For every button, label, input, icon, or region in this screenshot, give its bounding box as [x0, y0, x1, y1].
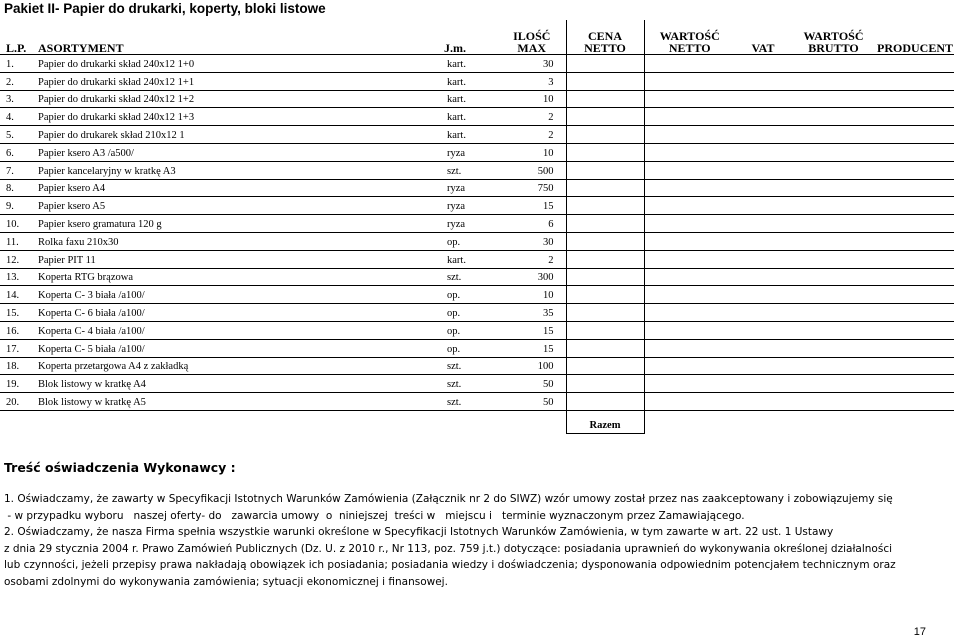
row-gross-value [791, 375, 876, 393]
table-row [0, 393, 954, 411]
table-row [0, 161, 954, 179]
row-name: Koperta C- 3 biała /a100/ [38, 286, 444, 304]
row-gross-value [791, 339, 876, 357]
row-net-value [644, 179, 735, 197]
row-qty: 30 [498, 232, 566, 250]
row-net-price [566, 143, 644, 161]
row-gross-value [791, 55, 876, 73]
header-unit: J.m. [444, 20, 498, 55]
row-net-value [644, 161, 735, 179]
row-unit: op. [444, 286, 498, 304]
row-net-price [566, 375, 644, 393]
total-row [0, 410, 954, 433]
table-row [0, 321, 954, 339]
row-lp: 4. [0, 108, 38, 126]
row-net-value [644, 321, 735, 339]
row-name: Papier do drukarki skład 240x12 1+2 [38, 90, 444, 108]
row-net-value [644, 304, 735, 322]
row-vat [735, 321, 791, 339]
row-producer [876, 339, 954, 357]
header-qty: ILOŚĆ MAX [498, 20, 566, 55]
row-vat [735, 357, 791, 375]
row-unit: szt. [444, 393, 498, 411]
row-lp: 3. [0, 90, 38, 108]
row-net-value [644, 197, 735, 215]
row-producer [876, 286, 954, 304]
row-unit: szt. [444, 357, 498, 375]
row-vat [735, 268, 791, 286]
table-row [0, 108, 954, 126]
row-lp: 8. [0, 179, 38, 197]
row-gross-value [791, 304, 876, 322]
header-vat: VAT [735, 20, 791, 55]
row-lp: 6. [0, 143, 38, 161]
row-net-price [566, 304, 644, 322]
row-name: Papier do drukarki skład 240x12 1+1 [38, 72, 444, 90]
row-unit: kart. [444, 72, 498, 90]
statement-heading: Treść oświadczenia Wykonawcy : [4, 460, 236, 475]
row-vat [735, 179, 791, 197]
row-producer [876, 108, 954, 126]
row-gross-value [791, 90, 876, 108]
table-row [0, 215, 954, 233]
row-name: Rolka faxu 210x30 [38, 232, 444, 250]
table-row [0, 197, 954, 215]
row-lp: 10. [0, 215, 38, 233]
row-unit: op. [444, 321, 498, 339]
row-producer [876, 72, 954, 90]
row-producer [876, 179, 954, 197]
row-net-price [566, 339, 644, 357]
row-gross-value [791, 143, 876, 161]
row-net-value [644, 286, 735, 304]
row-qty: 15 [498, 197, 566, 215]
row-vat [735, 143, 791, 161]
row-name: Koperta C- 4 biała /a100/ [38, 321, 444, 339]
row-net-value [644, 143, 735, 161]
row-vat [735, 72, 791, 90]
statement-line: 1. Oświadczamy, że zawarty w Specyfikacji Istotnych Warunków Zamówienia (Załącznik nr 2 do SIWZ) wzór umowy został przez nas zaakceptowany i zobowiązujemy się [4, 493, 893, 505]
row-name: Koperta przetargowa A4 z zakładką [38, 357, 444, 375]
row-net-value [644, 90, 735, 108]
row-unit: op. [444, 339, 498, 357]
row-unit: kart. [444, 90, 498, 108]
row-net-value [644, 339, 735, 357]
table-row [0, 126, 954, 144]
row-vat [735, 161, 791, 179]
row-net-price [566, 215, 644, 233]
row-net-value [644, 55, 735, 73]
row-vat [735, 304, 791, 322]
assortment-table [0, 20, 954, 434]
row-vat [735, 90, 791, 108]
row-producer [876, 161, 954, 179]
row-producer [876, 268, 954, 286]
row-name: Papier PIT 11 [38, 250, 444, 268]
header-net-value: WARTOŚĆ NETTO [644, 20, 735, 55]
row-name: Papier ksero A4 [38, 179, 444, 197]
table-header-row [0, 20, 954, 55]
row-gross-value [791, 232, 876, 250]
row-net-price [566, 161, 644, 179]
row-unit: kart. [444, 126, 498, 144]
row-producer [876, 215, 954, 233]
total-label: Razem [566, 410, 644, 433]
row-vat [735, 197, 791, 215]
row-lp: 20. [0, 393, 38, 411]
row-unit: szt. [444, 375, 498, 393]
table-row [0, 232, 954, 250]
row-qty: 30 [498, 55, 566, 73]
table-row [0, 304, 954, 322]
row-qty: 100 [498, 357, 566, 375]
row-lp: 14. [0, 286, 38, 304]
row-net-value [644, 268, 735, 286]
row-qty: 750 [498, 179, 566, 197]
row-net-value [644, 232, 735, 250]
row-qty: 6 [498, 215, 566, 233]
row-vat [735, 108, 791, 126]
header-producer: PRODUCENT [876, 20, 954, 55]
row-unit: ryza [444, 143, 498, 161]
row-net-value [644, 108, 735, 126]
row-net-value [644, 375, 735, 393]
row-net-price [566, 72, 644, 90]
row-unit: szt. [444, 268, 498, 286]
statement-line: lub czynności, jeżeli przepisy prawa nakładają obowiązek ich posiadania; posiadania wiedzy i doświadczenia; dysponowania odpowiednim potencjałem technicznym oraz [4, 559, 896, 571]
row-gross-value [791, 286, 876, 304]
row-vat [735, 339, 791, 357]
row-net-value [644, 357, 735, 375]
row-net-value [644, 250, 735, 268]
row-qty: 35 [498, 304, 566, 322]
row-lp: 2. [0, 72, 38, 90]
row-unit: ryza [444, 197, 498, 215]
row-producer [876, 393, 954, 411]
table-row [0, 90, 954, 108]
row-gross-value [791, 126, 876, 144]
table-row [0, 286, 954, 304]
row-producer [876, 250, 954, 268]
header-assortment: ASORTYMENT [38, 20, 444, 55]
row-net-price [566, 232, 644, 250]
row-gross-value [791, 357, 876, 375]
statement-line: osobami zdolnymi do wykonywania zamówienia; sytuacji ekonomicznej i finansowej. [4, 575, 448, 588]
row-qty: 50 [498, 375, 566, 393]
row-qty: 2 [498, 108, 566, 126]
row-producer [876, 126, 954, 144]
row-qty: 50 [498, 393, 566, 411]
table-row [0, 357, 954, 375]
row-net-price [566, 286, 644, 304]
table-row [0, 268, 954, 286]
row-net-value [644, 126, 735, 144]
row-name: Koperta C- 6 biała /a100/ [38, 304, 444, 322]
statement-line: - w przypadku wyboru naszej oferty- do zawarcia umowy o niniejszej treści w miejscu i terminie wyznaczonym przez Zamawiającego. [4, 509, 745, 522]
row-unit: op. [444, 304, 498, 322]
row-net-price [566, 250, 644, 268]
row-lp: 1. [0, 55, 38, 73]
statement-text [4, 491, 954, 590]
header-lp: L.P. [0, 20, 38, 55]
row-unit: ryza [444, 179, 498, 197]
row-qty: 10 [498, 286, 566, 304]
row-vat [735, 375, 791, 393]
row-lp: 11. [0, 232, 38, 250]
table-row [0, 250, 954, 268]
table-row [0, 339, 954, 357]
statement-line: z dnia 29 stycznia 2004 r. Prawo Zamówień Publicznych (Dz. U. z 2010 r., Nr 113, poz. 759 j.t.) dotyczące: posiadania uprawnień do wykonywania określonej działalności [4, 542, 893, 555]
row-net-price [566, 321, 644, 339]
row-unit: kart. [444, 108, 498, 126]
table-row [0, 375, 954, 393]
row-unit: kart. [444, 250, 498, 268]
row-gross-value [791, 321, 876, 339]
row-lp: 12. [0, 250, 38, 268]
row-net-price [566, 108, 644, 126]
row-qty: 10 [498, 143, 566, 161]
row-producer [876, 197, 954, 215]
header-gross-value: WARTOŚĆ BRUTTO [791, 20, 876, 55]
header-net-price: CENA NETTO [566, 20, 644, 55]
row-gross-value [791, 250, 876, 268]
row-qty: 300 [498, 268, 566, 286]
row-qty: 3 [498, 72, 566, 90]
row-vat [735, 215, 791, 233]
row-unit: szt. [444, 161, 498, 179]
row-net-price [566, 268, 644, 286]
row-net-price [566, 357, 644, 375]
row-net-price [566, 393, 644, 411]
row-name: Papier do drukarki skład 240x12 1+0 [38, 55, 444, 73]
row-net-price [566, 126, 644, 144]
row-vat [735, 393, 791, 411]
row-producer [876, 304, 954, 322]
row-lp: 9. [0, 197, 38, 215]
row-qty: 15 [498, 321, 566, 339]
row-lp: 7. [0, 161, 38, 179]
row-producer [876, 90, 954, 108]
row-net-value [644, 72, 735, 90]
table-row [0, 179, 954, 197]
row-gross-value [791, 215, 876, 233]
row-name: Koperta C- 5 biała /a100/ [38, 339, 444, 357]
row-name: Papier kancelaryjny w kratkę A3 [38, 161, 444, 179]
statement-line: 2. Oświadczamy, że nasza Firma spełnia wszystkie warunki określone w Specyfikacji Istotnych Warunków Zamówienia, w tym zawarte w art. 22 ust. 1 Ustawy [4, 526, 834, 538]
row-qty: 15 [498, 339, 566, 357]
table-row [0, 72, 954, 90]
row-vat [735, 126, 791, 144]
row-qty: 2 [498, 250, 566, 268]
page-title: Pakiet II- Papier do drukarki, koperty, bloki listowe [4, 1, 326, 16]
row-name: Blok listowy w kratkę A4 [38, 375, 444, 393]
row-lp: 13. [0, 268, 38, 286]
row-name: Blok listowy w kratkę A5 [38, 393, 444, 411]
row-gross-value [791, 179, 876, 197]
row-unit: ryza [444, 215, 498, 233]
row-gross-value [791, 197, 876, 215]
row-lp: 18. [0, 357, 38, 375]
row-name: Papier ksero A3 /a500/ [38, 143, 444, 161]
row-net-price [566, 179, 644, 197]
row-name: Koperta RTG brązowa [38, 268, 444, 286]
row-gross-value [791, 268, 876, 286]
row-gross-value [791, 72, 876, 90]
row-lp: 16. [0, 321, 38, 339]
row-lp: 19. [0, 375, 38, 393]
row-producer [876, 321, 954, 339]
row-producer [876, 375, 954, 393]
row-net-price [566, 55, 644, 73]
row-lp: 15. [0, 304, 38, 322]
row-name: Papier do drukarek skład 210x12 1 [38, 126, 444, 144]
row-name: Papier ksero A5 [38, 197, 444, 215]
row-qty: 10 [498, 90, 566, 108]
row-qty: 2 [498, 126, 566, 144]
table-row [0, 55, 954, 73]
row-net-value [644, 215, 735, 233]
row-net-price [566, 90, 644, 108]
row-vat [735, 232, 791, 250]
table-row [0, 143, 954, 161]
row-net-price [566, 197, 644, 215]
row-producer [876, 232, 954, 250]
row-producer [876, 357, 954, 375]
page-number: 17 [913, 626, 926, 638]
row-name: Papier ksero gramatura 120 g [38, 215, 444, 233]
row-name: Papier do drukarki skład 240x12 1+3 [38, 108, 444, 126]
row-vat [735, 55, 791, 73]
row-gross-value [791, 161, 876, 179]
row-producer [876, 143, 954, 161]
row-unit: kart. [444, 55, 498, 73]
row-net-value [644, 393, 735, 411]
row-lp: 17. [0, 339, 38, 357]
row-gross-value [791, 393, 876, 411]
row-qty: 500 [498, 161, 566, 179]
row-vat [735, 250, 791, 268]
row-producer [876, 55, 954, 73]
row-vat [735, 286, 791, 304]
row-lp: 5. [0, 126, 38, 144]
row-gross-value [791, 108, 876, 126]
row-unit: op. [444, 232, 498, 250]
